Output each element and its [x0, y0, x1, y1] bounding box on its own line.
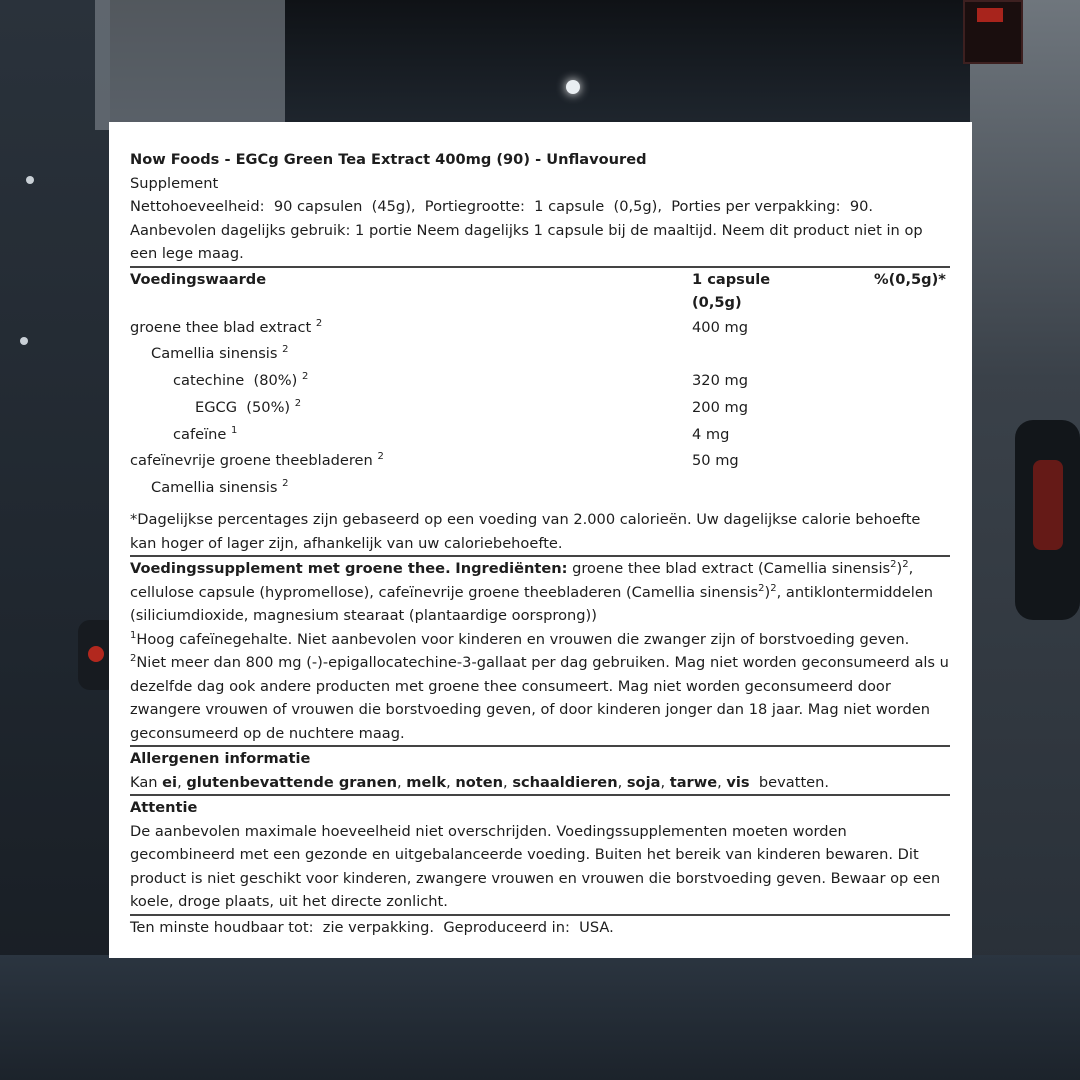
ingredients-part: ) — [764, 583, 771, 601]
nutrient-name — [130, 475, 692, 502]
exercise-bike-right — [1015, 420, 1080, 620]
footnote-ref: 2 — [315, 317, 323, 329]
nutrition-table — [130, 268, 950, 503]
ingredients-label: Ingrediënten: — [455, 560, 568, 578]
footer-line: Ten minste houdbaar tot: zie verpakking. Geproduceerd in: USA. — [130, 918, 614, 936]
allergen-item: vis — [726, 773, 750, 791]
nutrient-name — [130, 368, 692, 395]
footnote-ref: 2 — [282, 344, 289, 356]
allergen-prefix: Kan — [130, 773, 163, 791]
footnote-ref: 2 — [890, 559, 897, 571]
nutrient-amount — [692, 475, 874, 502]
nutrient-name-text: Camellia sinensis — [151, 345, 278, 363]
left-wall — [0, 0, 110, 1080]
nutrient-name-text: groene thee blad extract — [130, 318, 312, 336]
nutrient-name — [130, 341, 692, 368]
attention-text: De aanbevolen maximale hoeveelheid niet overschrijden. Voedingssupplementen moeten worden gecombineerd met een gezonde en uitgebalanceerde voeding. Buiten het bereik van kinderen bewaren. Dit product is niet geschikt voor kinderen, zwangere vrouwen en vrouwen die borstvoeding geven. Bewaar op een koele, droge plaats, uit het directe zonlicht. — [130, 822, 941, 911]
nutrient-name — [130, 448, 692, 475]
footnote-ref: 2 — [294, 397, 302, 409]
footnote-ref: 1 — [231, 424, 238, 436]
nutrition-row — [130, 422, 950, 449]
nutrient-percent — [874, 315, 950, 342]
allergen-title: Allergenen informatie — [130, 750, 311, 768]
wall-light-dot — [26, 176, 34, 184]
caffeine-note — [130, 628, 950, 652]
nutrition-row — [130, 448, 950, 475]
nutrient-percent — [874, 368, 950, 395]
header-amount: 1 capsule (0,5g) — [692, 270, 771, 311]
nutrition-footnote: *Dagelijkse percentages zijn gebaseerd op een voeding van 2.000 calorieën. Uw dagelijkse calorie behoefte kan hoger of lager zijn, afhankelijk van uw caloriebehoefte. — [130, 508, 950, 557]
footnote-ref: 2 — [902, 559, 909, 571]
footnote-ref: 2 — [282, 478, 289, 490]
footnote-ref: 2 — [377, 451, 384, 463]
footnote-ref: 2 — [770, 582, 777, 594]
footnote-ref: 2 — [301, 371, 309, 383]
egcg-note-text: Niet meer dan 800 mg (-)-epigallocatechine-3-gallaat per dag gebruiken. Mag niet worden geconsumeerd als u dezelfde dag ook andere producten met groene thee consumeert. Mag niet worden geconsumeerd door zwangere vrouwen of vrouwen die borstvoeding geven, of door kinderen jonger dan 18 jaar. Mag niet worden geconsumeerd op de nuchtere maag. — [130, 654, 949, 742]
nutrient-amount: 4 mg — [692, 425, 730, 443]
nutrition-row — [130, 368, 950, 395]
footnote-marker: 2 — [130, 653, 137, 665]
header-percent: %(0,5g)* — [874, 270, 946, 288]
nutrient-amount: 50 mg — [692, 452, 739, 470]
left-wall-panel — [95, 0, 285, 130]
nutrient-percent — [874, 395, 950, 422]
allergen-section — [130, 747, 950, 796]
nutrition-header-row — [130, 268, 950, 315]
allergen-suffix: bevatten. — [749, 773, 830, 791]
nutrient-amount: 200 mg — [692, 398, 748, 416]
attention-title: Attentie — [130, 799, 198, 817]
nutrient-name-text: cafeïne — [173, 425, 227, 443]
allergen-item: glutenbevattende granen — [186, 773, 397, 791]
nutrient-amount: 400 mg — [692, 318, 748, 336]
nutrient-name — [130, 395, 692, 422]
attention-section — [130, 796, 950, 916]
header-name: Voedingswaarde — [130, 270, 267, 288]
footnote-ref: 2 — [758, 582, 765, 594]
caffeine-note-text: Hoog cafeïnegehalte. Niet aanbevolen voor kinderen en vrouwen die zwanger zijn of borstvoeding geven. — [136, 630, 910, 648]
nutrient-name-text: Camellia sinensis — [151, 479, 278, 497]
floor — [0, 955, 1080, 1080]
nutrition-row — [130, 475, 950, 502]
ingredients-text — [130, 557, 950, 628]
allergen-item: schaaldieren — [512, 773, 618, 791]
wall-light-dot — [20, 337, 28, 345]
nutrition-row — [130, 315, 950, 342]
product-title: Now Foods - EGCg Green Tea Extract 400mg (90) - Unflavoured — [130, 151, 647, 168]
nutrition-label-panel — [109, 122, 972, 958]
nutrient-amount — [692, 341, 874, 368]
wall-clock — [963, 0, 1023, 64]
footnote-marker: 1 — [130, 629, 137, 641]
allergen-item: melk — [406, 773, 447, 791]
ingredients-part: groene thee blad extract (Camellia sinensis — [567, 560, 891, 578]
ingredients-part: ) — [896, 560, 903, 578]
nutrient-amount: 320 mg — [692, 372, 748, 390]
nutrition-row — [130, 341, 950, 368]
nutrient-name-text: catechine (80%) — [173, 372, 298, 390]
allergen-item: ei — [162, 773, 178, 791]
nutrient-name-text: cafeïnevrije groene theebladeren — [130, 452, 373, 470]
ingredients-part: , antiklontermiddelen (siliciumdioxide, magnesium stearaat (plantaardige oorsprong)) — [130, 583, 934, 625]
nutrient-name — [130, 422, 692, 449]
nutrient-name — [130, 315, 692, 342]
product-category: Supplement — [130, 174, 219, 192]
ingredients-part: , cellulose capsule (hypromellose), cafeïnevrije groene theebladeren (Camellia sinensis — [130, 560, 914, 601]
usage-line: Aanbevolen dagelijks gebruik: 1 portie Neem dagelijks 1 capsule bij de maaltijd. Neem dit product niet in op een lege maag. — [130, 219, 950, 268]
nutrient-percent — [874, 422, 950, 449]
ceiling-light — [566, 80, 580, 94]
allergen-item: noten — [455, 773, 504, 791]
allergen-item: soja — [626, 773, 661, 791]
nutrient-percent — [874, 341, 950, 368]
nutrient-percent — [874, 475, 950, 502]
product-header — [130, 148, 950, 268]
ingredients-lead: Voedingssupplement met groene thee. — [130, 560, 451, 578]
nutrition-row — [130, 395, 950, 422]
ingredients-section — [130, 557, 950, 747]
net-quantity-line: Nettohoeveelheid: 90 capsulen (45g), Portiegrootte: 1 capsule (0,5g), Porties per verpakking: 90. — [130, 198, 874, 215]
egcg-note — [130, 651, 950, 745]
nutrient-percent — [874, 448, 950, 475]
allergen-line: Kan ei, glutenbevattende granen, melk, noten, schaaldieren, soja, tarwe, vis bevatten. — [130, 773, 830, 791]
nutrient-name-text: EGCG (50%) — [195, 398, 291, 416]
allergen-item: tarwe — [669, 773, 718, 791]
